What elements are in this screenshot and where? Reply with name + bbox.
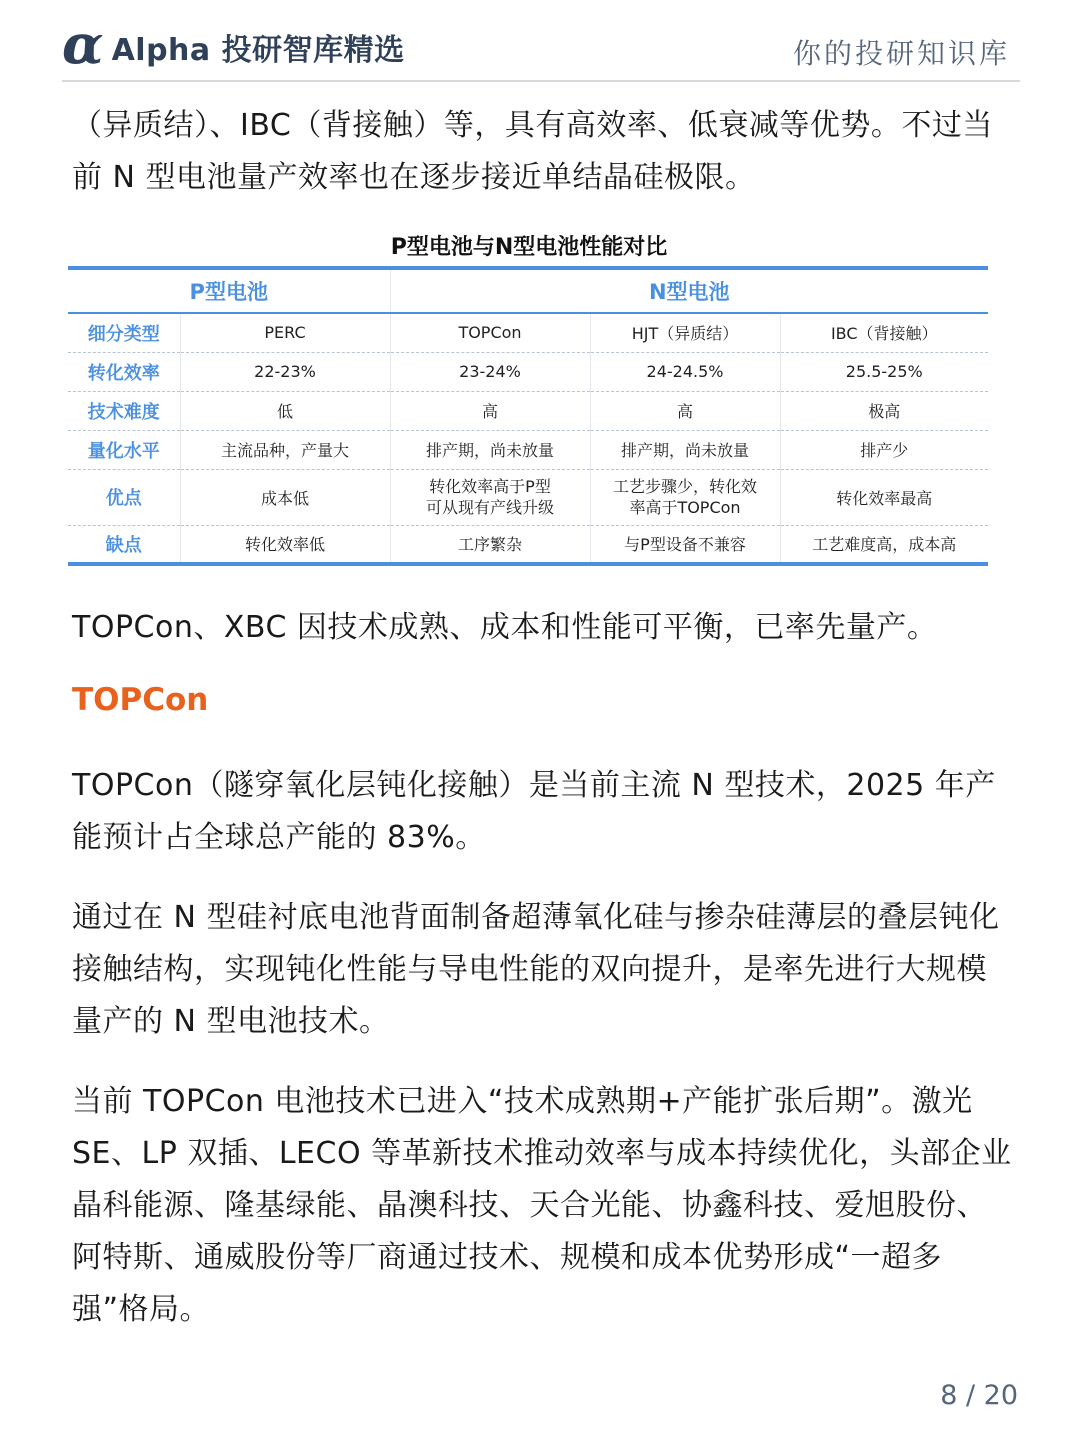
page-indicator: 8 / 20 — [940, 1380, 1018, 1411]
table-row — [68, 313, 988, 352]
header-tagline: 你的投研知识库 — [792, 37, 1010, 70]
row-label: 细分类型 — [68, 313, 180, 352]
table-cell: 排产期，尚未放量 — [590, 430, 780, 469]
table-cell: 22-23% — [180, 352, 390, 391]
body-paragraph: TOPCon（隧穿氧化层钝化接触）是当前主流 N 型技术，2025 年产能预计占全球总产能的 83%。 — [72, 768, 996, 855]
table-row — [68, 391, 988, 430]
table-cell: 24-24.5% — [590, 352, 780, 391]
table-cell: 成本低 — [180, 469, 390, 525]
table-cell: 与P型设备不兼容 — [590, 525, 780, 564]
table-cell: PERC — [180, 313, 390, 352]
body-paragraph: 通过在 N 型硅衬底电池背面制备超薄氧化硅与掺杂硅薄层的叠层钝化接触结构，实现钝化性能与导电性能的双向提升，是率先进行大规模量产的 N 型电池技术。 — [72, 900, 1000, 1039]
row-label: 优点 — [68, 469, 180, 525]
group-header-p: P型电池 — [68, 268, 390, 313]
table-cell: 工艺难度高，成本高 — [780, 525, 988, 564]
group-header-n: N型电池 — [390, 268, 988, 313]
table-row — [68, 430, 988, 469]
row-label: 量化水平 — [68, 430, 180, 469]
alpha-logo-icon: α — [62, 12, 104, 76]
row-label: 技术难度 — [68, 391, 180, 430]
table-cell: HJT（异质结） — [590, 313, 780, 352]
group-header-row — [68, 268, 988, 313]
brand-name: Alpha 投研智库精选 — [111, 33, 405, 68]
table-cell: 高 — [590, 391, 780, 430]
table-cell: 转化效率低 — [180, 525, 390, 564]
table-cell: 23-24% — [390, 352, 590, 391]
intro-paragraph: （异质结）、IBC（背接触）等，具有高效率、低衰减等优势。不过当前 N 型电池量产效率也在逐步接近单结晶硅极限。 — [72, 108, 993, 195]
comparison-table — [68, 266, 988, 566]
table-cell: 排产少 — [780, 430, 988, 469]
summary-paragraph: TOPCon、XBC 因技术成熟、成本和性能可平衡，已率先量产。 — [72, 610, 938, 645]
section-title: TOPCon — [72, 682, 209, 718]
table-cell: 高 — [390, 391, 590, 430]
table-row — [68, 525, 988, 564]
table-cell: 主流品种，产量大 — [180, 430, 390, 469]
table-row — [68, 469, 988, 525]
table-cell: 工序繁杂 — [390, 525, 590, 564]
table-row — [68, 352, 988, 391]
table-cell: 25.5-25% — [780, 352, 988, 391]
table-cell: TOPCon — [390, 313, 590, 352]
table-cell: 工艺步骤少，转化效 率高于TOPCon — [590, 469, 780, 525]
row-label: 转化效率 — [68, 352, 180, 391]
comparison-figure — [68, 230, 990, 566]
page-header — [62, 12, 1020, 82]
table-cell: 转化效率高于P型 可从现有产线升级 — [390, 469, 590, 525]
brand — [62, 12, 405, 76]
table-cell: 排产期，尚未放量 — [390, 430, 590, 469]
body-paragraph: 当前 TOPCon 电池技术已进入“技术成熟期+产能扩张后期”。激光 SE、LP 双插、LECO 等革新技术推动效率与成本持续优化，头部企业晶科能源、隆基绿能、晶澳科技、天合光能、协鑫科技、爱旭股份、阿特斯、通威股份等厂商通过技术、规模和成本优势形成“一超多强”格局。 — [72, 1084, 1012, 1327]
figure-title: P型电池与N型电池性能对比 — [390, 235, 668, 260]
table-cell: 极高 — [780, 391, 988, 430]
table-cell: IBC（背接触） — [780, 313, 988, 352]
row-label: 缺点 — [105, 534, 142, 556]
table-cell: 低 — [180, 391, 390, 430]
table-cell: 转化效率最高 — [780, 469, 988, 525]
